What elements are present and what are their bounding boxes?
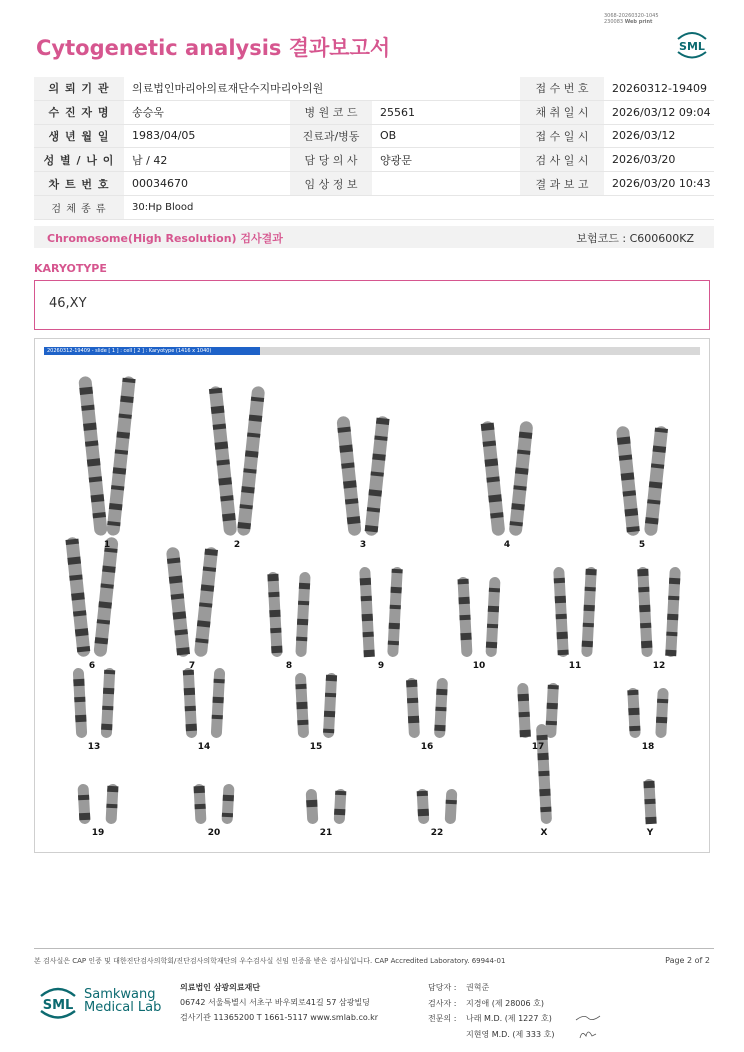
svg-text:SML: SML [679, 40, 705, 53]
chromosome-15-copy [295, 673, 309, 738]
info-label: 병 원 코 드 [290, 100, 372, 124]
info-value: 2026/03/12 09:04 [604, 100, 714, 124]
svg-text:SML: SML [42, 998, 74, 1013]
chromosome-1-copy [78, 376, 108, 536]
info-value: 00034670 [124, 172, 290, 196]
chromosome-16-copy [434, 678, 448, 738]
chromosome-2-copy [209, 386, 238, 537]
chromosome-label: 2 [233, 540, 241, 550]
chromosome-8-copy [267, 572, 282, 657]
institution-info: 의료법인 삼광의료재단 06742 서울특별시 서초구 바우뫼로41길 57 삼광빌딩 검사기관 11365200 T 1661-5117 www.smlab.co.kr [180, 983, 379, 1022]
chromosome-9-copy [359, 567, 375, 657]
info-row [34, 148, 714, 172]
info-label: 검 체 종 류 [34, 195, 124, 219]
info-label: 채 취 일 시 [520, 100, 604, 124]
staff-list [428, 980, 554, 1042]
chromosome-10-copy [485, 577, 500, 657]
chromosome-22-copy [417, 789, 430, 825]
chromosome-label: 21 [319, 828, 333, 838]
chromosome-label: 13 [87, 742, 101, 752]
info-label: 진료과/병동 [290, 124, 372, 148]
chromosome-18-copy [627, 688, 641, 739]
chromosome-label: 12 [652, 661, 666, 671]
chromosome-4-copy [509, 421, 534, 537]
info-row [34, 100, 714, 124]
info-value: 30:Hp Blood [124, 195, 714, 219]
patient-info-table [34, 77, 714, 220]
info-value [372, 172, 520, 196]
chromosome-label: 11 [568, 661, 582, 671]
staff-row: 지현영 M.D. (제 333 호) [466, 1029, 555, 1039]
staff-row: 담당자 : 권혁준 [428, 983, 490, 992]
chromosome-19-copy [105, 784, 118, 825]
lab-name-logo: Samkwang Medical Lab [84, 987, 162, 1015]
chromosome-19-copy [77, 784, 90, 825]
karyotype-label: KARYOTYPE [34, 262, 107, 275]
print-code: 3068-20260320-1045 230083 Web print [604, 13, 659, 25]
staff-row: 검사자 : 지경애 (제 28006 호) [428, 998, 544, 1008]
chromosome-label: 14 [197, 742, 211, 752]
chromosome-16-copy [406, 678, 420, 738]
chromosome-label: 1 [103, 540, 111, 550]
chromosome-6-copy [93, 537, 118, 658]
info-label: 결 과 보 고 [520, 172, 604, 196]
info-label: 접 수 번 호 [520, 77, 604, 100]
info-label: 접 수 일 시 [520, 124, 604, 148]
info-value: 남 / 42 [124, 148, 290, 172]
info-label: 의 뢰 기 관 [34, 77, 124, 100]
chromosome-17-copy [517, 683, 531, 739]
accreditation-note: 본 검사실은 CAP 인증 및 대한진단검사의학회/진단검사의학재단의 우수검사실 신임 인증을 받은 검사실입니다. CAP Accredited Laboratory. 69944-01 [34, 957, 506, 965]
chromosome-20-copy [221, 784, 234, 825]
info-value: 양광문 [372, 148, 520, 172]
info-row [34, 77, 714, 100]
karyotype-result: 46,XY [49, 296, 87, 311]
chromosome-label: 15 [309, 742, 323, 752]
chromosome-label: 10 [472, 661, 486, 671]
insurance-code: 보험코드 : C600600KZ [576, 232, 694, 245]
chromosome-1-copy [106, 376, 136, 536]
info-label: 생 년 월 일 [34, 124, 124, 148]
info-label: 수 진 자 명 [34, 100, 124, 124]
info-value: 2026/03/12 [604, 124, 714, 148]
sml-footer-logo-icon [36, 982, 80, 1022]
info-value: 의료법인마리아의료재단수지마리아의원 [124, 77, 520, 100]
page-number: Page 2 of 2 [665, 956, 710, 965]
image-caption: 20260312-19409 - slide [ 1 ] : cell [ 2 ] : Karyotype (1416 x 1040) [44, 347, 260, 355]
chromosome-20-copy [193, 784, 206, 825]
chromosome-label: 7 [188, 661, 196, 671]
info-label: 성 별 / 나 이 [34, 148, 124, 172]
chromosome-21-copy [334, 789, 347, 825]
chromosome-label: 20 [207, 828, 221, 838]
karyotype-result-box [34, 280, 710, 330]
chromosome-3-copy [364, 416, 389, 537]
sml-logo-icon [672, 27, 712, 61]
chromosome-label: 16 [420, 742, 434, 752]
chromosome-4-copy [481, 421, 506, 537]
info-value: 2026/03/20 10:43 [604, 172, 714, 196]
chromosome-12-copy [637, 567, 653, 657]
chromosome-label: 8 [285, 661, 293, 671]
info-value: 2026/03/20 [604, 148, 714, 172]
chromosome-label: 5 [638, 540, 646, 550]
info-label: 차 트 번 호 [34, 172, 124, 196]
report-title: Cytogenetic analysis 결과보고서 [36, 36, 391, 60]
chromosome-Y-copy [643, 779, 656, 825]
chromosome-X-copy [536, 724, 552, 824]
chromosome-label: X [540, 828, 548, 838]
info-value: OB [372, 124, 520, 148]
chromosome-label: 18 [641, 742, 655, 752]
chromosome-label: 9 [377, 661, 385, 671]
info-row [34, 124, 714, 148]
info-row [34, 172, 714, 196]
chromosome-22-copy [445, 789, 458, 825]
chromosome-18-copy [655, 688, 669, 739]
chromosome-13-copy [101, 668, 116, 738]
info-value: 25561 [372, 100, 520, 124]
chromosome-2-copy [237, 386, 266, 537]
chromosome-label: 17 [531, 742, 545, 752]
chromosome-11-copy [553, 567, 569, 657]
footer-divider [34, 948, 714, 949]
section-title: Chromosome(High Resolution) 검사결과 [47, 232, 283, 245]
chromosome-label: 4 [503, 540, 511, 550]
chromosome-15-copy [323, 673, 337, 738]
chromosome-label: 19 [91, 828, 105, 838]
chromosome-7-copy [194, 547, 218, 658]
info-value: 송승욱 [124, 100, 290, 124]
signature-icon [574, 1010, 604, 1042]
info-value: 20260312-19409 [604, 77, 714, 100]
info-label: 검 사 일 시 [520, 148, 604, 172]
chromosome-21-copy [306, 789, 319, 825]
chromosome-6-copy [65, 537, 90, 658]
chromosome-5-copy [616, 426, 640, 537]
info-label: 담 당 의 사 [290, 148, 372, 172]
staff-row: 전문의 : 나래 M.D. (제 1227 호) [428, 1014, 552, 1023]
chromosome-label: Y [646, 828, 654, 838]
chromosome-label: 3 [359, 540, 367, 550]
chromosome-9-copy [387, 567, 403, 657]
chromosome-13-copy [73, 668, 88, 738]
info-value: 1983/04/05 [124, 124, 290, 148]
chromosome-label: 22 [430, 828, 444, 838]
chromosome-11-copy [581, 567, 597, 657]
info-row [34, 195, 714, 219]
chromosome-12-copy [665, 567, 681, 657]
chromosome-label: 6 [88, 661, 96, 671]
chromosome-7-copy [166, 547, 190, 658]
chromosome-8-copy [295, 572, 310, 657]
chromosome-3-copy [336, 416, 361, 537]
info-label: 임 상 정 보 [290, 172, 372, 196]
chromosome-14-copy [183, 668, 198, 738]
chromosome-5-copy [644, 426, 668, 537]
karyogram-image [34, 338, 708, 851]
chromosome-10-copy [457, 577, 472, 657]
chromosome-14-copy [211, 668, 226, 738]
